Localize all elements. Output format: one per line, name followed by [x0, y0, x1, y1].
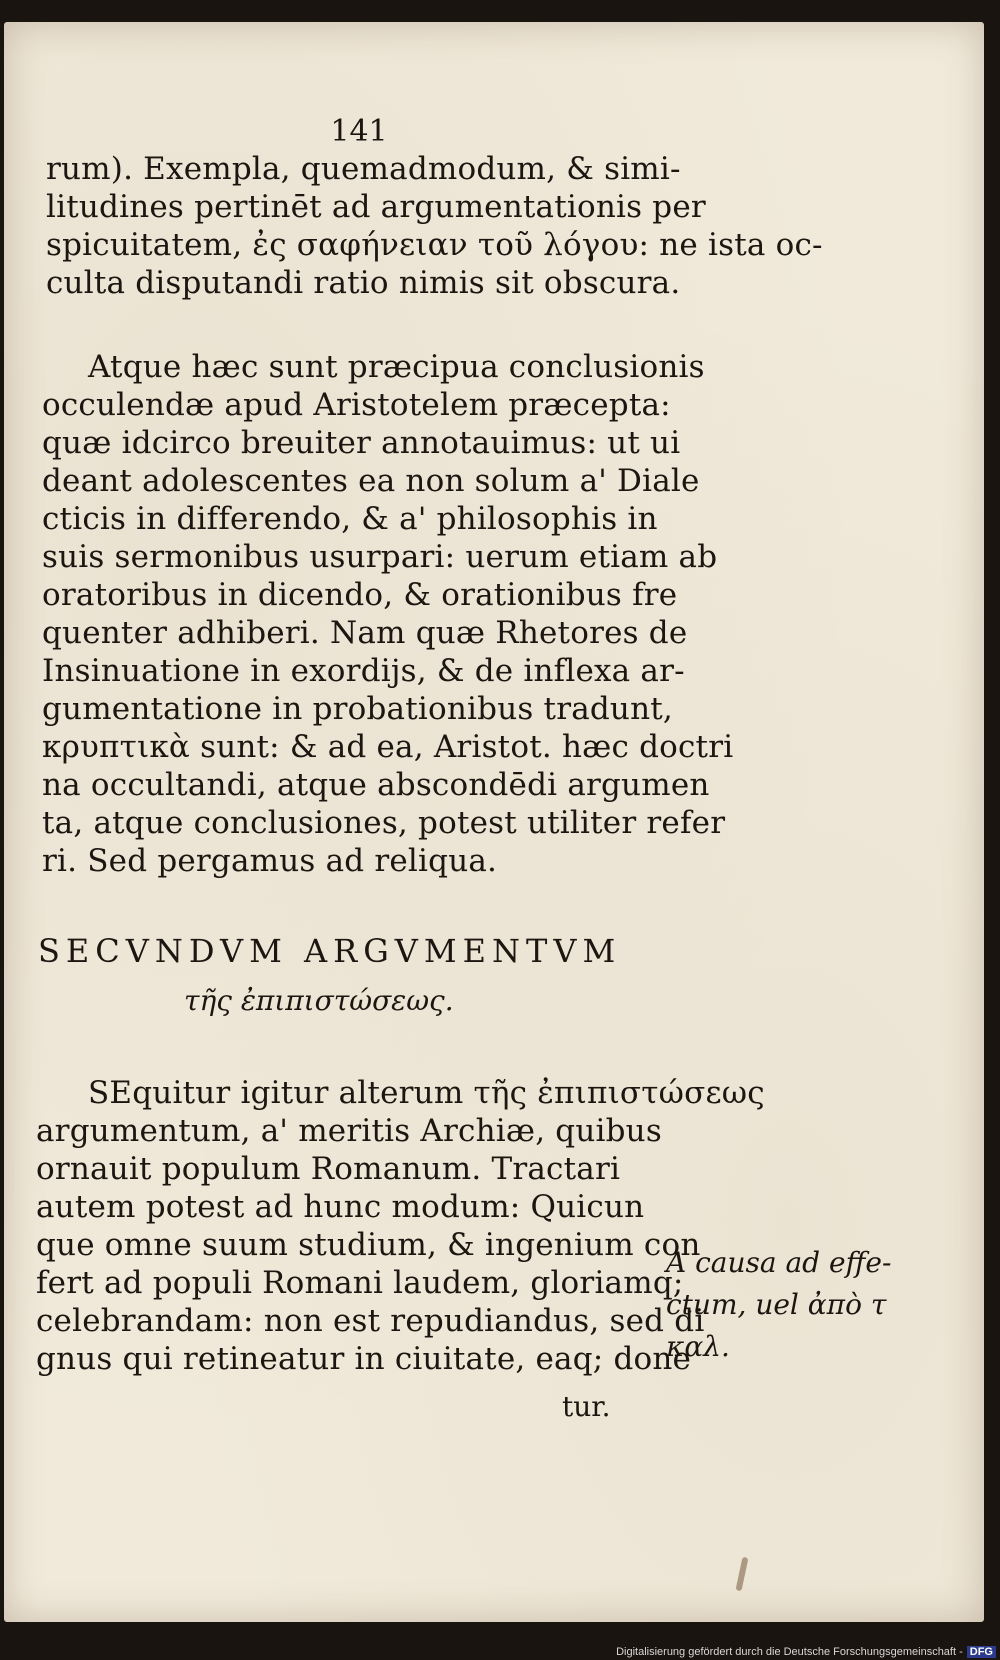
- text-line: cticis in differendo, & a' philosophis in: [42, 501, 658, 537]
- text-line: ri. Sed pergamus ad reliqua.: [42, 843, 498, 879]
- text-line: occulendæ apud Aristotelem præcepta:: [42, 387, 671, 423]
- marginal-note-line: ctum, uel ἀπὸ τ: [666, 1288, 887, 1321]
- marginal-note-line: A causa ad effe-: [666, 1246, 892, 1279]
- paragraph-3: [36, 1074, 765, 1378]
- paragraph-1: [46, 150, 823, 302]
- text-line: rum). Exempla, quemadmodum, & simi-: [46, 151, 681, 187]
- text-line: Atque hæc sunt præcipua conclusionis: [88, 349, 705, 385]
- text-line: quæ idcirco breuiter annotauimus: ut ui: [42, 425, 681, 461]
- text-line: quenter adhiberi. Nam quæ Rhetores de: [42, 615, 688, 651]
- text-line: gnus qui retineatur in ciuitate, eaq; done: [36, 1341, 692, 1377]
- catchword: tur.: [562, 1390, 611, 1423]
- text-line: ta, atque conclusiones, potest utiliter refer: [42, 805, 726, 841]
- page-number: 141: [330, 114, 388, 149]
- text-line: ornauit populum Romanum. Tractari: [36, 1151, 621, 1187]
- text-line: culta disputandi ratio nimis sit obscura.: [46, 265, 681, 301]
- text-line: suis sermonibus usurpari: uerum etiam ab: [42, 539, 718, 575]
- digitization-footer: [0, 1646, 996, 1658]
- text-line: spicuitatem, ἐς σαφήνειαν τοῦ λόγου: ne ista oc-: [46, 227, 823, 263]
- text-line: argumentum, a' meritis Archiæ, quibus: [36, 1113, 662, 1149]
- marginal-note-line: καλ.: [666, 1330, 730, 1363]
- text-line: fert ad populi Romani laudem, gloriamq;: [36, 1265, 684, 1301]
- paragraph-2: [42, 348, 733, 880]
- marginal-note: [666, 1242, 891, 1368]
- book-page: [4, 22, 984, 1622]
- ink-smudge: [736, 1557, 749, 1592]
- text-line: deant adolescentes ea non solum a' Diale: [42, 463, 700, 499]
- text-line: celebrandam: non est repudiandus, sed di: [36, 1303, 705, 1339]
- footer-text: Digitalisierung gefördert durch die Deutsche Forschungsgemeinschaft -: [616, 1646, 963, 1658]
- text-line: oratoribus in dicendo, & orationibus fre: [42, 577, 678, 613]
- text-line: SEquitur igitur alterum τῆς ἐπιπιστώσεως: [88, 1075, 765, 1111]
- text-line: litudines pertinēt ad argumentationis per: [46, 189, 706, 225]
- text-line: que omne suum studium, & ingenium con: [36, 1227, 701, 1263]
- text-line: gumentatione in probationibus tradunt,: [42, 691, 673, 727]
- section-heading-greek: τῆς ἐπιπιστώσεως.: [184, 984, 454, 1017]
- section-heading: SECVNDVM ARGVMENTVM: [38, 932, 622, 970]
- text-line: κρυπτικὰ sunt: & ad ea, Aristot. hæc doctri: [42, 729, 734, 765]
- text-line: Insinuatione in exordijs, & de inflexa ar-: [42, 653, 685, 689]
- dfg-logo: DFG: [967, 1646, 996, 1658]
- text-line: autem potest ad hunc modum: Quicun: [36, 1189, 645, 1225]
- text-line: na occultandi, atque abscondēdi argumen: [42, 767, 710, 803]
